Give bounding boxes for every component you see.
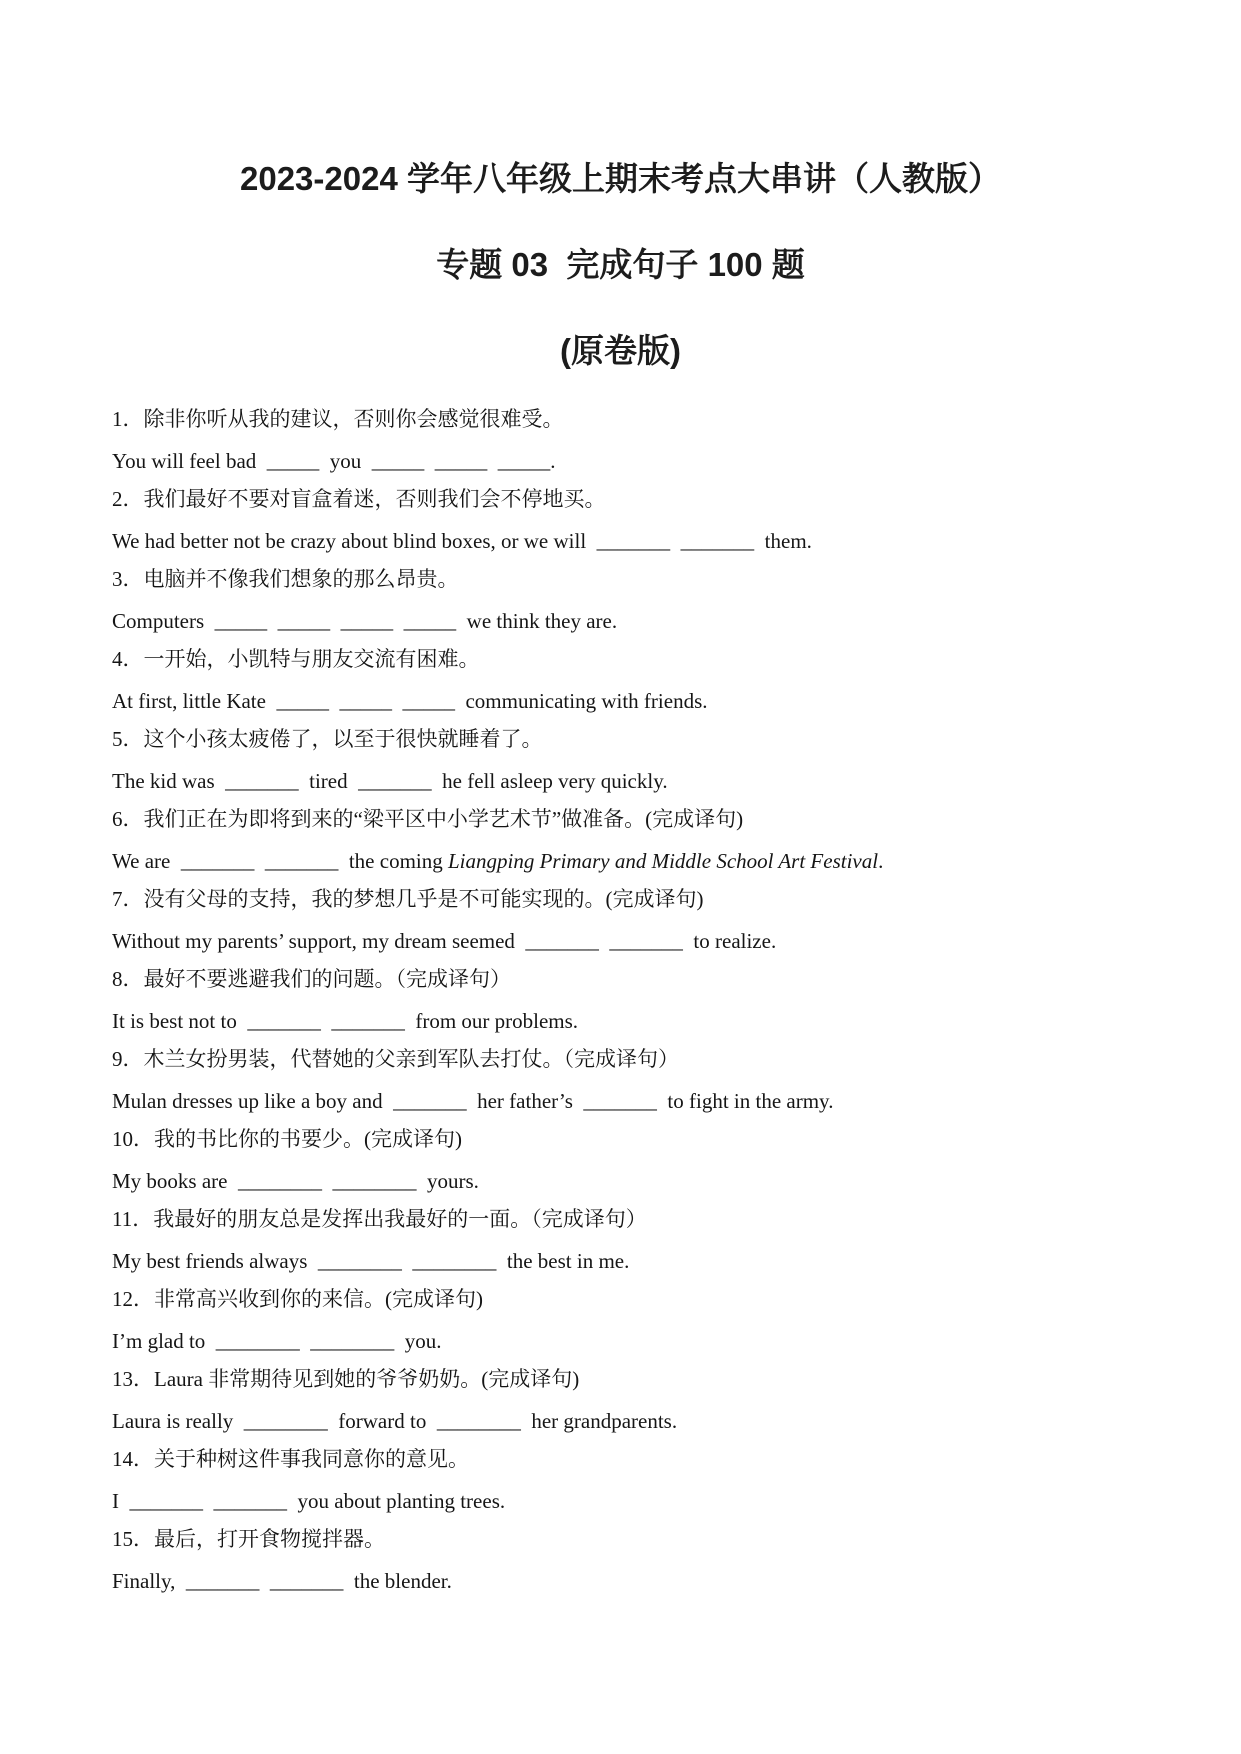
answer-line	[112, 841, 1172, 881]
question-prompt: 10．我的书比你的书要少。(完成译句)	[112, 1127, 462, 1151]
question-prompt: 11．我最好的朋友总是发挥出我最好的一面。（完成译句）	[112, 1207, 647, 1231]
answer-line: I _______ _______ you about planting trees.	[112, 1489, 506, 1513]
question-prompt: 12．非常高兴收到你的来信。(完成译句)	[112, 1287, 483, 1311]
question-2	[112, 479, 1172, 559]
question-list	[112, 399, 1172, 1599]
question-prompt: 5．这个小孩太疲倦了，以至于很快就睡着了。	[112, 727, 543, 751]
question-prompt: 7．没有父母的支持，我的梦想几乎是不可能实现的。(完成译句)	[112, 887, 704, 911]
answer-line: Mulan dresses up like a boy and _______ her father’s _______ to fight in the army.	[112, 1089, 834, 1113]
answer-line: Without my parents’ support, my dream seemed _______ _______ to realize.	[112, 929, 777, 953]
question-prompt: 6．我们正在为即将到来的“梁平区中小学艺术节”做准备。(完成译句)	[112, 807, 744, 831]
answer-line: You will feel bad _____ you _____ _____ _____.	[112, 449, 556, 473]
question-prompt: 9．木兰女扮男装，代替她的父亲到军队去打仗。（完成译句）	[112, 1047, 679, 1071]
question-prompt: 13．Laura 非常期待见到她的爷爷奶奶。(完成译句)	[112, 1367, 580, 1391]
document-subtitle: 专题 03 完成句子 100 题	[436, 246, 805, 283]
answer-line: Finally, _______ _______ the blender.	[112, 1569, 452, 1593]
question-11	[112, 1199, 1172, 1279]
question-7	[112, 879, 1172, 959]
question-15	[112, 1519, 1172, 1599]
question-6	[112, 799, 1172, 879]
question-10	[112, 1119, 1172, 1199]
document-title: 2023-2024 学年八年级上期末考点大串讲（人教版）	[240, 160, 1001, 197]
question-8	[112, 959, 1172, 1039]
question-prompt: 3．电脑并不像我们想象的那么昂贵。	[112, 567, 459, 591]
answer-line: Computers _____ _____ _____ _____ we think they are.	[112, 609, 618, 633]
question-prompt: 8．最好不要逃避我们的问题。（完成译句）	[112, 967, 511, 991]
answer-line: My best friends always ________ ________ the best in me.	[112, 1249, 630, 1273]
answer-line: We had better not be crazy about blind boxes, or we will _______ _______ them.	[112, 529, 812, 553]
question-prompt: 4．一开始，小凯特与朋友交流有困难。	[112, 647, 480, 671]
answer-segment: .	[878, 849, 884, 873]
answer-line: My books are ________ ________ yours.	[112, 1169, 479, 1193]
question-prompt: 2．我们最好不要对盲盒着迷，否则我们会不停地买。	[112, 487, 606, 511]
question-3	[112, 559, 1172, 639]
question-prompt: 14．关于种树这件事我同意你的意见。	[112, 1447, 469, 1471]
answer-line: Laura is really ________ forward to ________ her grandparents.	[112, 1409, 678, 1433]
question-5	[112, 719, 1172, 799]
answer-line: I’m glad to ________ ________ you.	[112, 1329, 442, 1353]
title-block	[0, 136, 1241, 394]
question-4	[112, 639, 1172, 719]
question-prompt: 15．最后，打开食物搅拌器。	[112, 1527, 385, 1551]
answer-line: It is best not to _______ _______ from our problems.	[112, 1009, 579, 1033]
question-1	[112, 399, 1172, 479]
festival-name: Liangping Primary and Middle School Art Festival	[448, 849, 879, 873]
question-prompt: 1．除非你听从我的建议，否则你会感觉很难受。	[112, 407, 564, 431]
question-12	[112, 1279, 1172, 1359]
question-14	[112, 1439, 1172, 1519]
edition-label: (原卷版)	[560, 332, 681, 369]
question-9	[112, 1039, 1172, 1119]
answer-segment: We are _______ _______ the coming	[112, 849, 448, 873]
answer-line: At first, little Kate _____ _____ _____ communicating with friends.	[112, 689, 708, 713]
question-13	[112, 1359, 1172, 1439]
answer-line: The kid was _______ tired _______ he fell asleep very quickly.	[112, 769, 668, 793]
